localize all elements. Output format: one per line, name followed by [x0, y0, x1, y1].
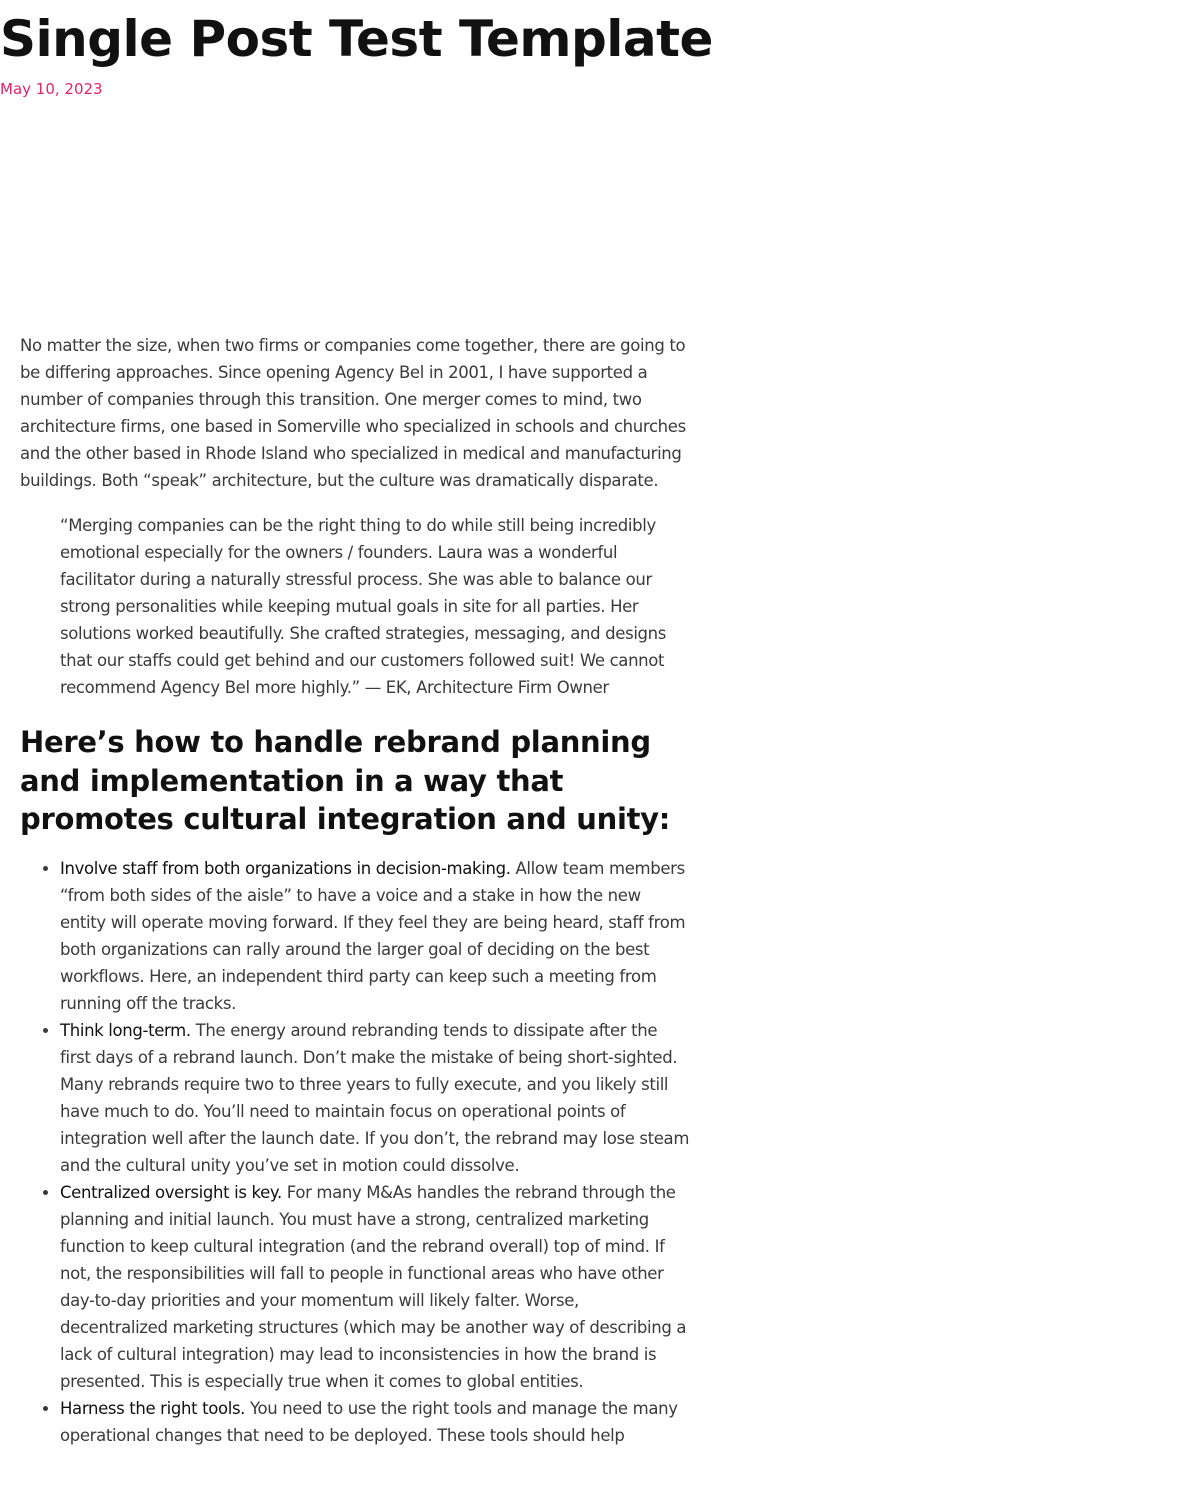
tip-text: You need to use the right tools and manage the many operational changes that need to be deployed. These tools should help: [60, 1398, 678, 1445]
intro-paragraph: No matter the size, when two firms or companies come together, there are going to be differing approaches. Since opening Agency Bel in 2001, I have supported a number of companies through this transition. One merger comes to mind, two architecture firms, one based in Somerville who specialized in schools and churches and the other based in Rhode Island who specialized in medical and manufacturing buildings. Both “speak” architecture, but the culture was dramatically disparate.: [20, 336, 686, 490]
section-heading: Here’s how to handle rebrand planning and implementation in a way that promotes cultural integration and unity:: [20, 725, 671, 836]
tip-item: [60, 1395, 690, 1449]
tip-text: Allow team members “from both sides of the aisle” to have a voice and a stake in how the new entity will operate moving forward. If they feel they are being heard, staff from both organizations can rally around the larger goal of deciding on the best workflows. Here, an independent third party can keep such a meeting from running off the tracks.: [60, 858, 686, 1013]
tip-item: [60, 855, 690, 1017]
post-title: Single Post Test Template: [0, 10, 713, 68]
post-content: [20, 332, 690, 1449]
tips-list: [20, 855, 690, 1449]
post-date[interactable]: May 10, 2023: [0, 80, 103, 98]
tip-lead: Think long-term.: [60, 1020, 191, 1040]
tip-text: The energy around rebranding tends to dissipate after the first days of a rebrand launch. Don’t make the mistake of being short-sighted. Many rebrands require two to three years to fully execute, and you likely still have much to do. You’ll need to maintain focus on operational points of integration well after the launch date. If you don’t, the rebrand may lose steam and the cultural unity you’ve set in motion could dissolve.: [60, 1020, 690, 1175]
tip-lead: Centralized oversight is key.: [60, 1182, 282, 1202]
tip-item: [60, 1017, 690, 1179]
quote-text: “Merging companies can be the right thing to do while still being incredibly emotional especially for the owners / founders. Laura was a wonderful facilitator during a naturally stressful process. She was able to balance our strong personalities while keeping mutual goals in site for all parties. Her solutions worked beautifully. She crafted strategies, messaging, and designs that our staffs could get behind and our customers followed suit! We cannot recommend Agency Bel more highly.” — EK, Architecture Firm Owner: [60, 516, 667, 697]
tip-lead: Involve staff from both organizations in decision-making.: [60, 858, 511, 878]
testimonial-quote: [60, 512, 670, 701]
tip-item: [60, 1179, 690, 1395]
tip-lead: Harness the right tools.: [60, 1398, 246, 1418]
tip-text: For many M&As handles the rebrand through the planning and initial launch. You must have a strong, centralized marketing function to keep cultural integration (and the rebrand overall) top of mind. If not, the responsibilities will fall to people in functional areas who have other day-to-day priorities and your momentum will likely falter. Worse, decentralized marketing structures (which may be another way of describing a lack of cultural integration) may lead to inconsistencies in how the brand is presented. This is especially true when it comes to global entities.: [60, 1182, 687, 1391]
